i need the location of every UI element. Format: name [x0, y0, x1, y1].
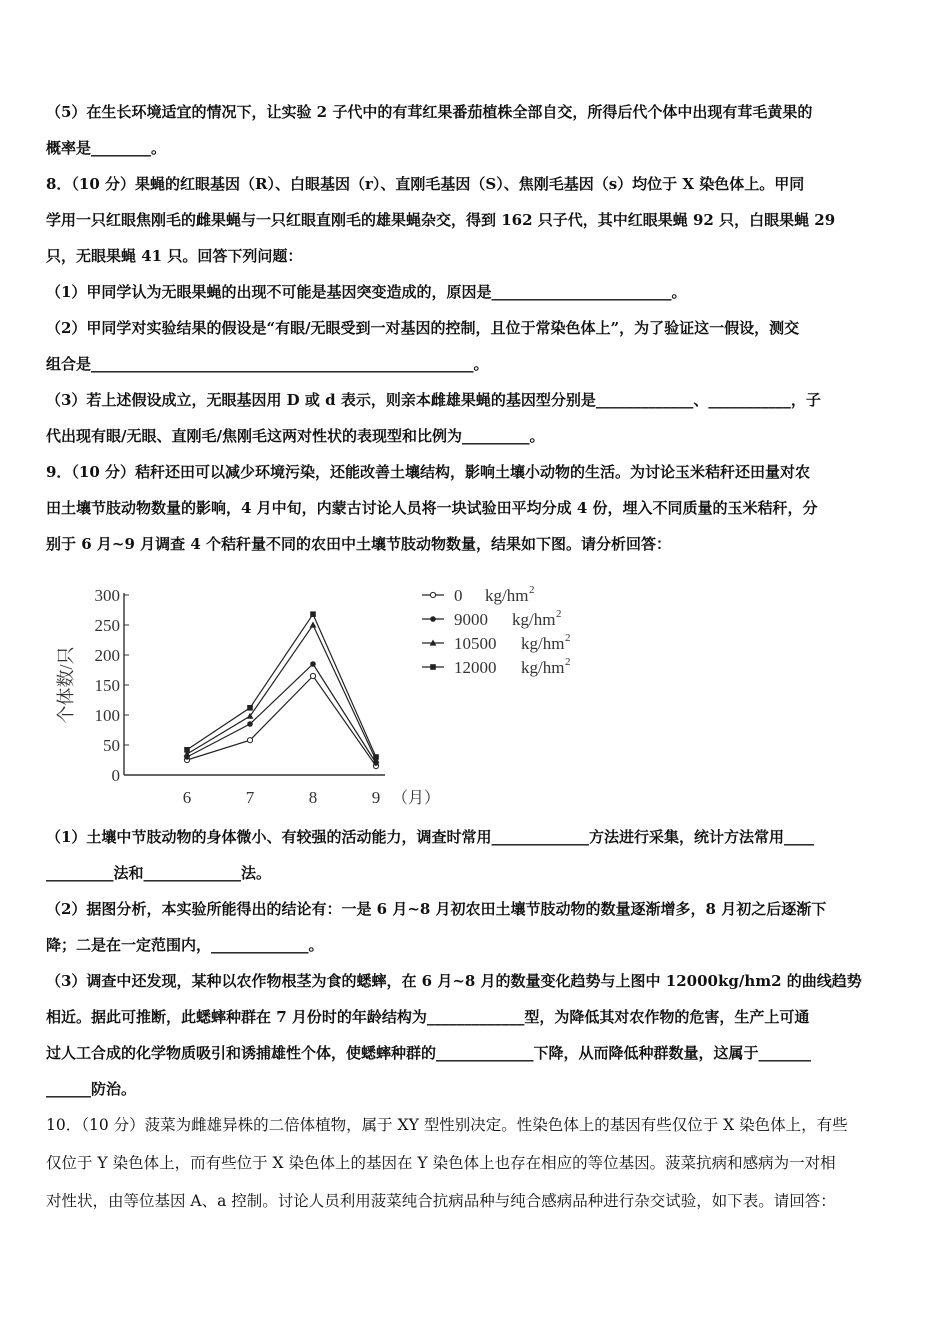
- series-line: [187, 614, 376, 757]
- q8-3-line1: （3）若上述假设成立，无眼基因用 D 或 d 表示，则亲本雌雄果蝇的基因型分别是_____________、___________，子: [46, 391, 821, 409]
- q9-1-line1: （1）土壤中节肢动物的身体微小、有较强的活动能力，调查时常用_____________方法进行采集，统计方法常用____: [46, 828, 814, 846]
- q9-3-line3: 过人工合成的化学物质吸引和诱捕雄性个体，使蟋蟀种群的_____________下降，从而降低种群数量，这属于_______: [46, 1044, 812, 1062]
- q8-stem-line3: 只，无眼果蝇 41 只。回答下列问题：: [46, 247, 303, 265]
- marker-open-circle: [247, 738, 252, 743]
- marker-square: [247, 705, 253, 711]
- legend-unit: kg/hm: [485, 586, 529, 605]
- arthropod-count-chart: [40, 572, 600, 812]
- q8-3-line2: 代出现有眼/无眼、直刚毛/焦刚毛这两对性状的表现型和比例为_________。: [46, 427, 545, 445]
- q9-stem-line3: 别于 6 月~9 月调查 4 个秸秆量不同的农田中土壤节肢动物数量，结果如下图。请分析回答：: [46, 535, 671, 553]
- legend-entry: [422, 632, 571, 653]
- x-unit-label: （月）: [392, 790, 441, 807]
- q7-5-line1: （5）在生长环境适宜的情况下，让实验 2 子代中的有茸红果番茄植株全部自交，所得后代个体中出现有茸毛黄果的: [46, 103, 813, 121]
- legend-value: 12000: [454, 658, 497, 677]
- x-tick-label: 9: [371, 788, 381, 807]
- legend-unit-superscript: 2: [565, 656, 571, 668]
- q7-5-line2: 概率是________。: [46, 139, 167, 157]
- legend-unit: kg/hm: [512, 610, 556, 629]
- marker-open-circle: [310, 673, 315, 678]
- legend-value: 9000: [454, 610, 488, 629]
- q8-2-line1: （2）甲同学对实验结果的假设是“有眼/无眼受到一对基因的控制，且位于常染色体上”，为了验证这一假设，测交: [46, 319, 800, 337]
- x-tick-label: 6: [182, 788, 192, 807]
- legend-unit-superscript: 2: [556, 608, 562, 620]
- q9-3-line4: ______防治。: [46, 1080, 137, 1098]
- q8-stem-line2: 学用一只红眼焦刚毛的雌果蝇与一只红眼直刚毛的雄果蝇杂交，得到 162 只子代，其中红眼果蝇 92 只，白眼果蝇 29: [46, 211, 836, 229]
- q10-stem-line1: 10．（10 分）菠菜为雌雄异株的二倍体植物，属于 XY 型性别决定。性染色体上的基因有些仅位于 X 染色体上，有些: [46, 1116, 848, 1134]
- q9-stem-line2: 田土壤节肢动物数量的影响，4 月中旬，内蒙古讨论人员将一块试验田平均分成 4 份，埋入不同质量的玉米秸秆，分: [46, 499, 818, 517]
- q9-2-line2: 降；二是在一定范围内，_____________。: [46, 936, 324, 954]
- marker-square: [430, 664, 436, 670]
- y-tick-label: 0: [111, 766, 120, 785]
- y-tick-label: 100: [94, 706, 120, 725]
- q8-stem-line1: 8．（10 分）果蝇的红眼基因（R）、白眼基因（r）、直刚毛基因（S）、焦刚毛基因（s）均位于 X 染色体上。甲同: [46, 175, 805, 193]
- q10-stem-line3: 对性状，由等位基因 A、a 控制。讨论人员利用菠菜纯合抗病品种与纯合感病品种进行杂交试验，如下表。请回答：: [46, 1192, 836, 1210]
- marker-dot: [430, 616, 436, 622]
- series-10500: [184, 622, 380, 763]
- x-tick-label: 8: [308, 788, 318, 807]
- q10-stem-line2: 仅位于 Y 染色体上，而有些位于 X 染色体上的基因在 Y 染色体上也存在相应的等位基因。菠菜抗病和感病为一对相: [46, 1154, 836, 1172]
- legend-unit: kg/hm: [521, 658, 565, 677]
- x-tick-label: 7: [245, 788, 255, 807]
- marker-open-circle: [430, 592, 435, 597]
- legend-value: 10500: [454, 634, 497, 653]
- y-tick-label: 50: [103, 736, 120, 755]
- q8-1: （1）甲同学认为无眼果蝇的出现不可能是基因突变造成的，原因是________________________。: [46, 283, 687, 301]
- y-tick-label: 150: [94, 676, 120, 695]
- marker-square: [373, 754, 379, 760]
- legend-entry: [422, 584, 535, 605]
- q9-stem-line1: 9．（10 分）秸秆还田可以减少环境污染，还能改善土壤结构，影响土壤小动物的生活。为讨论玉米秸秆还田量对农: [46, 463, 811, 481]
- marker-square: [184, 747, 190, 753]
- series-line: [187, 664, 376, 763]
- chart-series: [184, 611, 380, 768]
- y-tick-label: 250: [94, 616, 120, 635]
- chart-axes: [56, 586, 440, 807]
- marker-triangle: [310, 622, 317, 628]
- q9-3-line2: 相近。据此可推断，此蟋蟀种群在 7 月份时的年龄结构为_____________型，为降低其对农作物的危害，生产上可通: [46, 1008, 810, 1026]
- series-line: [187, 676, 376, 766]
- series-9000: [184, 661, 379, 766]
- legend-value: 0: [454, 586, 463, 605]
- chart-legend: [422, 584, 571, 677]
- q9-3-line1: （3）调查中还发现，某种以农作物根茎为食的蟋蟀，在 6 月~8 月的数量变化趋势与上图中 12000kg/hm2 的曲线趋势: [46, 972, 862, 990]
- y-tick-label: 200: [94, 646, 120, 665]
- q9-1-line2: _________法和_____________法。: [46, 864, 272, 882]
- marker-square: [310, 611, 316, 617]
- legend-entry: [422, 656, 571, 677]
- legend-unit-superscript: 2: [565, 632, 571, 644]
- q9-2-line1: （2）据图分析，本实验所能得出的结论有：一是 6 月~8 月初农田土壤节肢动物的数量逐渐增多，8 月初之后逐渐下: [46, 900, 827, 918]
- marker-dot: [247, 721, 253, 727]
- y-tick-label: 300: [94, 586, 120, 605]
- legend-unit: kg/hm: [521, 634, 565, 653]
- q8-2-line2: 组合是___________________________________________________。: [46, 355, 489, 373]
- y-axis-label: 个体数/只: [56, 646, 76, 724]
- legend-entry: [422, 608, 562, 629]
- legend-unit-superscript: 2: [529, 584, 535, 596]
- marker-dot: [310, 661, 316, 667]
